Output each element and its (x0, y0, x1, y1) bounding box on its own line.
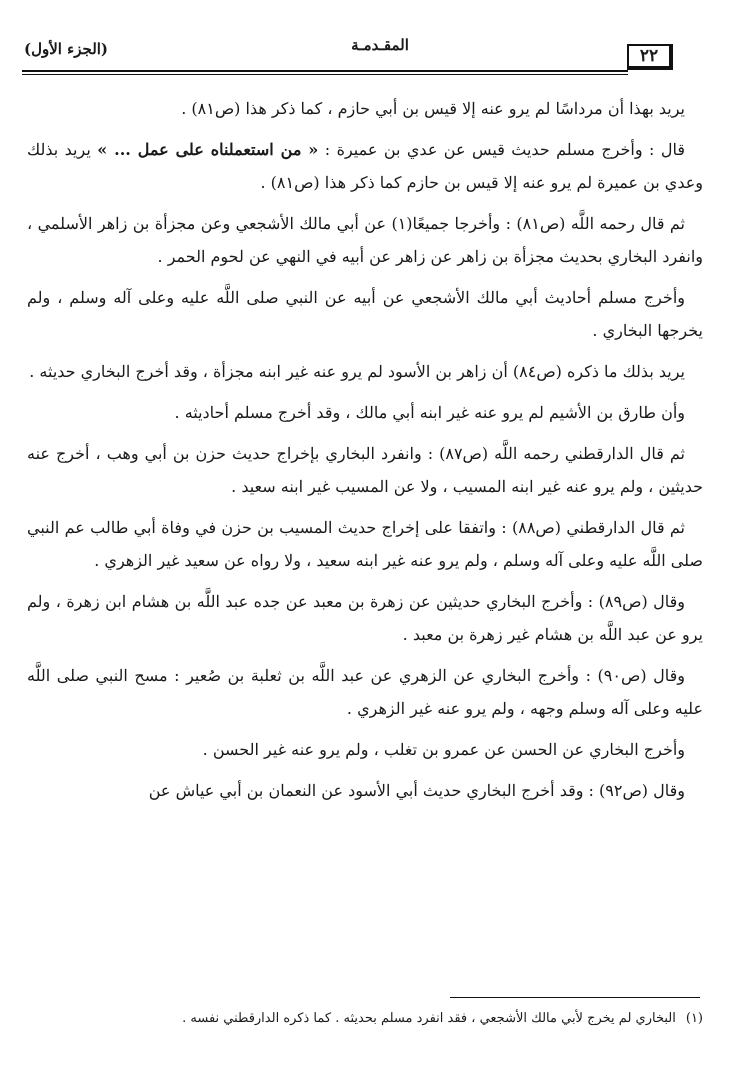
paragraph-3: ثم قال رحمه اللَّه (ص٨١) : وأخرجا جميعًا(١) عن أبي مالك الأشجعي وعن مجزأة بن زاهر الأسلمي ، وانفرد البخاري بحديث مجزأة بن زاهر عن زاهر عن أبيه في النهي عن لحوم الحمر . (27, 214, 703, 266)
paragraph-7: ثم قال الدارقطني رحمه اللَّه (ص٨٧) : وانفرد البخاري بإخراج حديث حزن بن أبي وهب ، أخرج عنه حديثين ، ولم يرو عنه غير ابنه المسيب ، ولا عن المسيب غير ابنه سعيد . (27, 444, 703, 496)
paragraph-2-intro: قال : وأخرج مسلم حديث قيس عن عدي بن عميرة : (318, 140, 686, 159)
paragraph-5: يريد بذلك ما ذكره (ص٨٤) أن زاهر بن الأسود لم يرو عنه غير ابنه مجزأة ، وقد أخرج البخاري حديثه . (29, 362, 685, 381)
hadith-quote: « من استعملناه على عمل ... » (97, 140, 319, 159)
paragraph-11: وأخرج البخاري عن الحسن عن عمرو بن تغلب ، ولم يرو عنه غير الحسن . (202, 740, 685, 759)
paragraph-2 (27, 133, 703, 199)
paragraph-6: وأن طارق بن الأشيم لم يرو عنه غير ابنه أبي مالك ، وقد أخرج مسلم أحاديثه . (174, 403, 685, 422)
paragraph-1: يريد بهذا أن مرداسًا لم يرو عنه إلا قيس بن أبي حازم ، كما ذكر هذا (ص٨١) . (181, 99, 685, 118)
header-rule (22, 70, 628, 72)
paragraph-4: وأخرج مسلم أحاديث أبي مالك الأشجعي عن أبيه عن النبي صلى اللَّه عليه وعلى آله وسلم ، ولم يخرجها البخاري . (27, 288, 703, 340)
footnote-rule (450, 997, 700, 998)
paragraph-2-rest: يريد بذلك وعدي بن عميرة لم يرو عنه إلا قيس بن حازم كما ذكر هذا (ص٨١) . (27, 140, 703, 192)
paragraph-12: وقال (ص٩٢) : وقد أخرج البخاري حديث أبي الأسود عن النعمان بن أبي عياش عن (148, 781, 685, 800)
page-number-text: ٢٢ (639, 46, 659, 66)
paragraph-10: وقال (ص٩٠) : وأخرج البخاري عن الزهري عن عبد اللَّه بن ثعلبة بن صُعير : مسح النبي صلى اللَّه عليه وعلى آله وسلم وجهه ، ولم يرو عنه غير الزهري . (27, 666, 703, 718)
paragraph-9: وقال (ص٨٩) : وأخرج البخاري حديثين عن زهرة بن معبد عن جده عبد اللَّه بن هشام ابن زهرة ، ولم يرو عن عبد اللَّه بن هشام غير زهرة بن معبد . (27, 592, 703, 644)
body-text (27, 92, 703, 815)
header-rule-thin (22, 74, 628, 75)
running-title: المقـدمـة (351, 36, 409, 54)
footnote (27, 1008, 703, 1030)
footnote-text: البخاري لم يخرج لأبي مالك الأشجعي ، فقد انفرد مسلم بحديثه . كما ذكره الدارقطني نفسه . (182, 1011, 676, 1026)
footnote-mark: (١) (685, 1011, 703, 1026)
page-number (627, 44, 673, 70)
volume-label: (الجزء الأول) (24, 40, 109, 58)
paragraph-8: ثم قال الدارقطني (ص٨٨) : واتفقا على إخراج حديث المسيب بن حزن في وفاة أبي طالب عم النبي صلى اللَّه عليه وعلى آله وسلم ، ولم يرو عنه غير ابنه سعيد ، ولا رواه عن سعيد غير الزهري . (27, 518, 703, 570)
